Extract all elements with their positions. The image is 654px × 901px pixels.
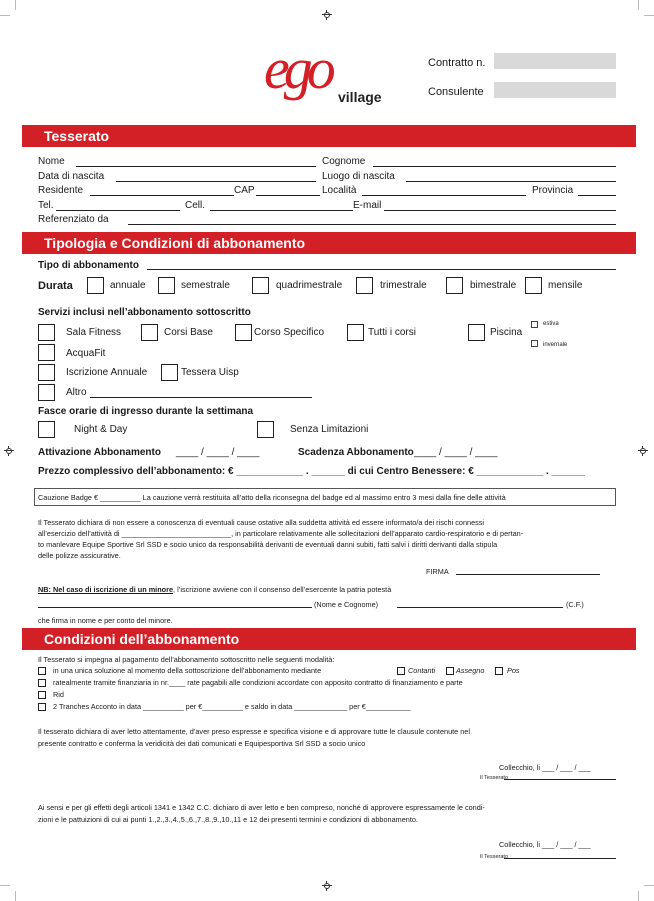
duration-semester-checkbox[interactable] [158, 277, 175, 294]
duration-quarter-label: trimestrale [380, 280, 427, 291]
payment-check-label: Assegno [456, 666, 485, 675]
payment-single-checkbox[interactable] [38, 667, 46, 675]
pool-summer-label: estiva [543, 321, 559, 327]
crop-mark [0, 885, 10, 886]
price-line[interactable]: Prezzo complessivo dell’abbonamento: € ____________ . ______ di cui Centro Benessere: € ____________ . ______ [38, 466, 585, 477]
service-fitness-label: Sala Fitness [66, 327, 122, 338]
member-sign-label-2: Il Tesserato [480, 854, 509, 860]
minor-cf-field[interactable] [397, 607, 563, 608]
section-conditions-title: Condizioni dell’abbonamento [44, 631, 240, 647]
service-specific-course-label: Corso Specifico [254, 327, 325, 338]
contract-number-field[interactable] [494, 53, 616, 69]
payment-rid-label: Rid [53, 690, 64, 699]
crop-mark [644, 885, 654, 886]
payment-pos-checkbox[interactable] [495, 667, 503, 675]
service-specific-course-checkbox[interactable] [235, 324, 252, 341]
surname-label: Cognome [322, 156, 366, 167]
no-limits-label: Senza Limitazioni [290, 424, 369, 435]
night-day-label: Night & Day [74, 424, 128, 435]
locality-field[interactable] [362, 195, 526, 196]
activation-label: Attivazione Abbonamento [38, 447, 161, 458]
minor-name-field[interactable] [38, 607, 312, 608]
pool-summer-checkbox[interactable] [531, 321, 538, 328]
service-other-label: Altro [66, 387, 87, 398]
logo-brand: ego [264, 36, 330, 101]
crop-mark [15, 891, 16, 901]
consultant-field[interactable] [494, 82, 616, 98]
payment-rid-checkbox[interactable] [38, 691, 46, 699]
minor-note [38, 585, 391, 594]
services-label: Servizi inclusi nell’abbonamento sottoscritto [38, 307, 251, 318]
service-all-courses-checkbox[interactable] [347, 324, 364, 341]
service-pool-label: Piscina [490, 327, 523, 338]
duration-monthly-checkbox[interactable] [525, 277, 542, 294]
section-member-title: Tesserato [44, 128, 110, 144]
service-uisp-card-checkbox[interactable] [161, 364, 178, 381]
activation-date-field[interactable]: ____ / ____ / ____ [176, 447, 260, 458]
payment-pos-label: Pos [507, 666, 520, 675]
member-sign-field-2[interactable] [504, 858, 616, 859]
crop-mark [15, 0, 16, 10]
section-member-bar [22, 125, 636, 147]
service-all-courses-label: Tutti i corsi [368, 327, 416, 338]
subscription-type-field[interactable] [147, 269, 616, 270]
minor-name-label: (Nome e Cognome) [314, 600, 379, 609]
service-fitness-checkbox[interactable] [38, 324, 55, 341]
payment-installments-checkbox[interactable] [38, 679, 46, 687]
duration-annual-checkbox[interactable] [87, 277, 104, 294]
name-label: Nome [38, 156, 65, 167]
night-day-checkbox[interactable] [38, 421, 55, 438]
registration-mark-icon [638, 446, 648, 456]
signature-field[interactable] [456, 574, 600, 575]
cap-field[interactable] [256, 195, 320, 196]
read-statement-line-2: presente contratto e conferma la veridicità dei dati comunicati e Equipesportiva Srl SSD a socio unico [38, 739, 366, 748]
section-type-title: Tipologia e Condizioni di abbonamento [44, 235, 306, 251]
resident-field[interactable] [90, 195, 234, 196]
payment-single-label: in una unica soluzione al momento della sottoscrizione dell’abbonamento mediante [53, 666, 322, 675]
crop-mark [0, 15, 10, 16]
birth-date-field[interactable] [116, 181, 316, 182]
place-date-2[interactable]: Collecchio, li ___ / ___ / ___ [499, 840, 591, 849]
crop-mark [638, 0, 639, 10]
service-uisp-card-label: Tessera Uisp [181, 367, 239, 378]
tel-field[interactable] [56, 210, 180, 211]
province-label: Provincia [532, 185, 574, 196]
member-sign-field-1[interactable] [504, 779, 616, 780]
minor-cf-label: (C.F.) [566, 600, 584, 609]
cap-label: CAP [234, 185, 255, 196]
expiry-date-field[interactable]: ____ / ____ / ____ [414, 447, 498, 458]
cell-field[interactable] [210, 210, 353, 211]
payment-cash-label: Contanti [408, 666, 436, 675]
service-other-field[interactable] [90, 397, 312, 398]
hours-label: Fasce orarie di ingresso durante la settimana [38, 406, 254, 417]
service-annual-registration-checkbox[interactable] [38, 364, 55, 381]
declaration-line-3: to manlevare Equipe Sportive Srl SSD e socio unico da responsabilità derivanti de eventuali danni subiti, fatti salvi i diritti derivanti dalla stipula [38, 540, 498, 549]
minor-signs-for: che firma in nome e per conto del minore. [38, 616, 173, 625]
email-label: E-mail [353, 200, 382, 211]
contract-label: Contratto n. [428, 57, 486, 69]
articles-line-2: zioni e le pattuizioni di cui ai punti 1.,2.,3.,4.,5.,6.,7.,8.,9.,10.,11 e 12 dei presenti termini e condizioni di abbonamento. [38, 815, 418, 824]
duration-four-month-checkbox[interactable] [252, 277, 269, 294]
service-basic-courses-label: Corsi Base [164, 327, 213, 338]
name-field[interactable] [76, 166, 316, 167]
crop-mark [644, 15, 654, 16]
email-field[interactable] [384, 210, 616, 211]
cell-label: Cell. [185, 200, 206, 211]
service-acquafit-label: AcquaFit [66, 348, 106, 359]
province-field[interactable] [578, 195, 616, 196]
duration-four-month-label: quadrimestrale [276, 280, 343, 291]
birth-place-field[interactable] [406, 181, 616, 182]
duration-annual-label: annuale [110, 280, 146, 291]
logo-sub: village [338, 89, 382, 105]
birth-place-label: Luogo di nascita [322, 171, 395, 182]
service-annual-registration-label: Iscrizione Annuale [66, 367, 148, 378]
registration-mark-icon [322, 10, 332, 20]
registration-mark-icon [322, 881, 332, 891]
articles-line-1: Ai sensi e per gli effetti degli articoli 1341 e 1342 C.C. dichiaro di aver letto e ben compreso, nonché di approvere espressamente le condi- [38, 803, 485, 812]
duration-label: Durata [38, 280, 73, 292]
duration-bimonth-checkbox[interactable] [446, 277, 463, 294]
tel-label: Tel. [38, 200, 54, 211]
surname-field[interactable] [373, 166, 616, 167]
service-acquafit-checkbox[interactable] [38, 344, 55, 361]
subscription-type-label: Tipo di abbonamento [38, 260, 139, 271]
duration-quarter-checkbox[interactable] [356, 277, 373, 294]
logo-graphic [262, 36, 392, 106]
pool-winter-label: invernale [543, 342, 568, 348]
crop-mark [638, 891, 639, 901]
member-sign-label-1: Il Tesserato [480, 775, 509, 781]
section-conditions-bar [22, 628, 636, 650]
payment-check-checkbox[interactable] [446, 667, 454, 675]
payment-tranches-label: 2 Tranches Acconto in data __________ per €__________ e saldo in data _____________ per €___________ [53, 702, 411, 711]
service-pool-checkbox[interactable] [468, 324, 485, 341]
read-statement-line-1: Il tesserato dichiara di aver letto attentamente, d’aver preso espresse e specifica visione e di approvare tutte le clausule contenute nel [38, 727, 470, 736]
payment-cash-checkbox[interactable] [397, 667, 405, 675]
service-basic-courses-checkbox[interactable] [141, 324, 158, 341]
ego-village-logo [262, 36, 392, 106]
declaration-line-4: delle polizze assicurative. [38, 551, 121, 560]
no-limits-checkbox[interactable] [257, 421, 274, 438]
resident-label: Residente [38, 185, 84, 196]
payment-installments-label: ratealmente tramite finanziaria in nr.____ rate pagabili alle condizioni accordate con apposito contratto di finanziamento e parte [53, 678, 463, 687]
signature-label: FIRMA [426, 567, 449, 576]
service-other-checkbox[interactable] [38, 384, 55, 401]
duration-semester-label: semestrale [181, 280, 230, 291]
referral-label: Referenziato da [38, 214, 109, 225]
minor-note-bold: NB: Nel caso di iscrizione di un minore [38, 585, 174, 594]
minor-note-rest: , l’iscrizione avviene con il consenso dell’esercente la patria potestà [173, 585, 392, 594]
referral-field[interactable] [128, 224, 616, 225]
duration-bimonth-label: bimestrale [470, 280, 517, 291]
payment-intro: Il Tesserato si impegna al pagamento dell’abbonamento sottoscritto nelle seguenti modalità: [38, 655, 335, 664]
duration-monthly-label: mensile [548, 280, 583, 291]
locality-label: Località [322, 185, 357, 196]
declaration-line-2: all’esercizio dell’attività di ___________________________, in particolare relativamente alle sollecitazioni dell’apparato cardio-respiratorio e di pertan- [38, 529, 524, 538]
birth-date-label: Data di nascita [38, 171, 105, 182]
place-date-1[interactable]: Collecchio, li ___ / ___ / ___ [499, 763, 591, 772]
expiry-label: Scadenza Abbonamento [298, 447, 414, 458]
deposit-text[interactable]: Cauzione Badge € __________ La cauzione verrà restituita all’atto della riconsegna del badge ed al massimo entro 3 mesi dalla fine delle attività [38, 493, 506, 502]
consultant-label: Consulente [428, 86, 484, 98]
section-type-bar [22, 232, 636, 254]
pool-winter-checkbox[interactable] [531, 340, 538, 347]
registration-mark-icon [4, 446, 14, 456]
payment-tranches-checkbox[interactable] [38, 703, 46, 711]
declaration-line-1: Il Tesserato dichiara di non essere a conoscenza di eventuali cause ostative alla suddetta attività ed essere informato/a dei rischi connessi [38, 518, 485, 527]
